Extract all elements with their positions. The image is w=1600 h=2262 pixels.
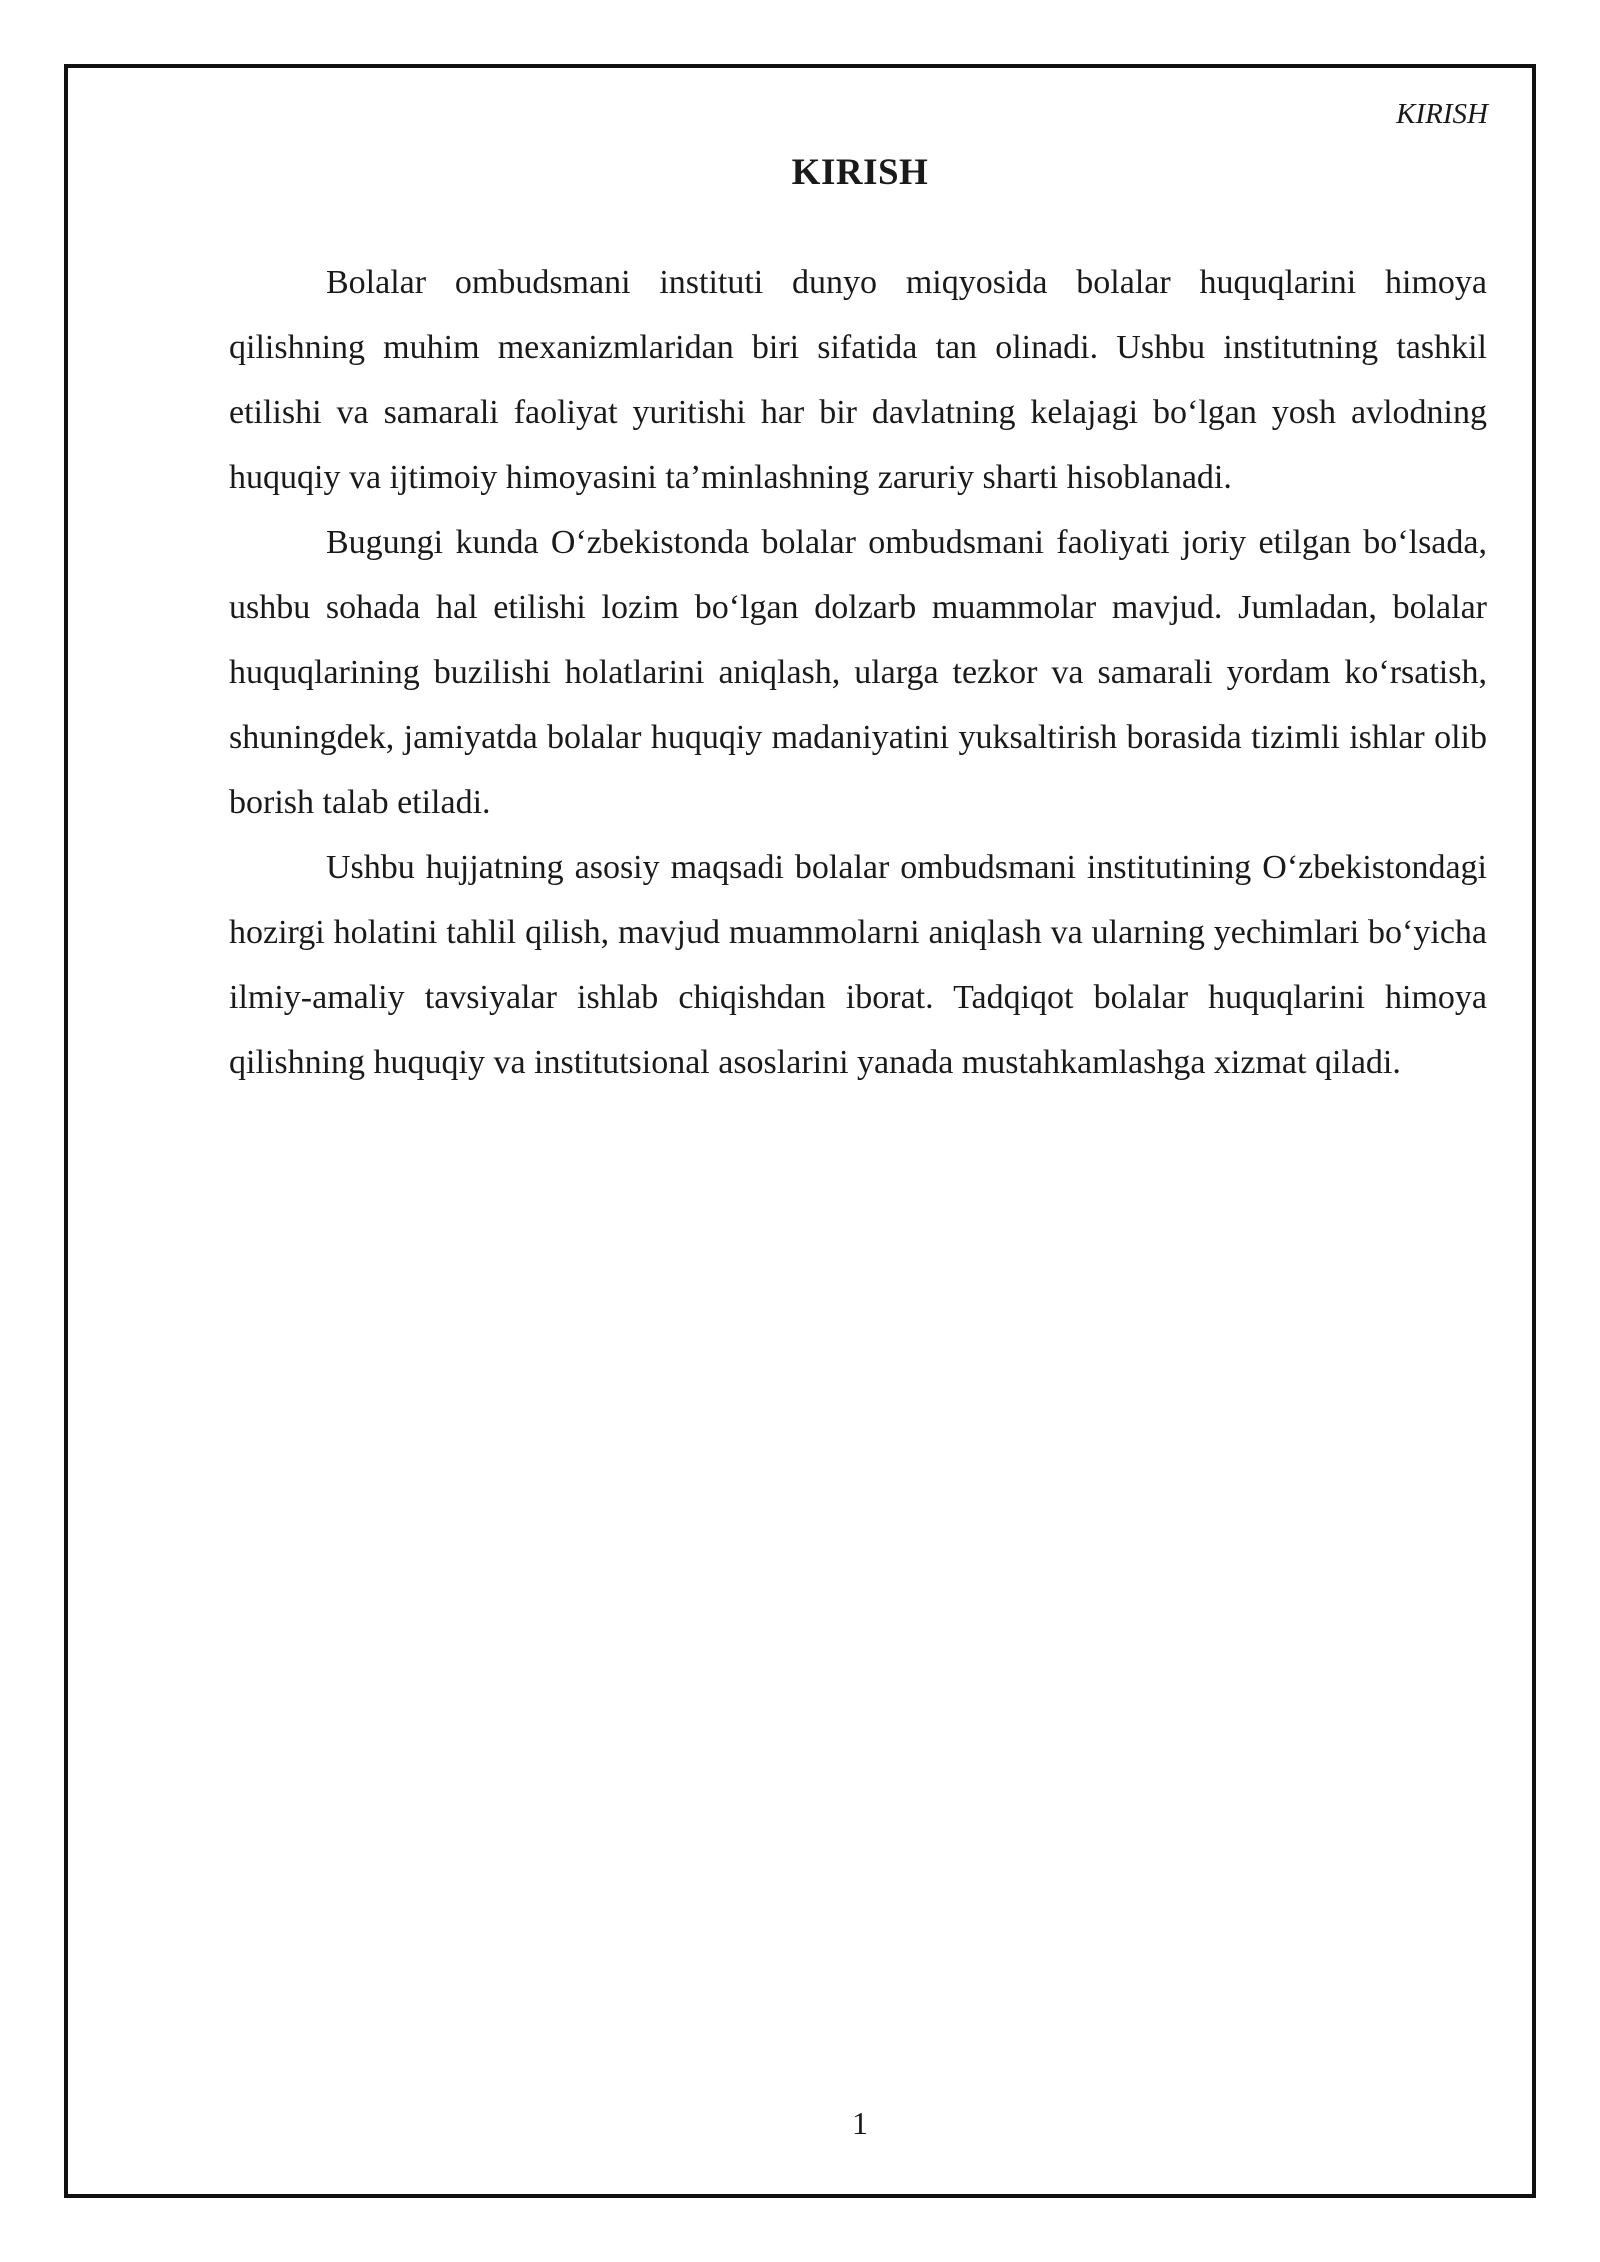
paragraph-2: Bugungi kunda O‘zbekistonda bolalar ombudsmani faoliyati joriy etilgan bo‘lsada, ushbu sohada hal etilishi lozim bo‘lgan dolzarb muammolar mavjud. Jumladan, bolalar huquqlarining buzilishi holatlarini aniqlash, ularga tezkor va samarali yordam ko‘rsatish, shuningdek, jamiyatda bolalar huquqiy madaniyatini yuksaltirish borasida tizimli ishlar olib borish talab etiladi. [229,524,1487,821]
page-number: 1 [852,2105,868,2141]
paragraph-1: Bolalar ombudsmani instituti dunyo miqyosida bolalar huquqlarini himoya qilishning muhim mexanizmlaridan biri sifatida tan olinadi. Ushbu institutning tashkil etilishi va samarali faoliyat yuritishi har bir davlatning kelajagi bo‘lgan yosh avlodning huquqiy va ijtimoiy himoyasini ta’minlashning zaruriy sharti hisoblanadi. [229,264,1487,496]
body-text [229,250,1487,1095]
paragraph-3: Ushbu hujjatning asosiy maqsadi bolalar ombudsmani institutining O‘zbekistondagi hozirgi holatini tahlil qilish, mavjud muammolarni aniqlash va ularning yechimlari bo‘yicha ilmiy-amaliy tavsiyalar ishlab chiqishdan iborat. Tadqiqot bolalar huquqlarini himoya qilishning huquqiy va institutsional asoslarini yanada mustahkamlashga xizmat qiladi. [229,849,1487,1081]
running-header: KIRISH [1396,98,1488,130]
section-title: KIRISH [791,152,929,193]
